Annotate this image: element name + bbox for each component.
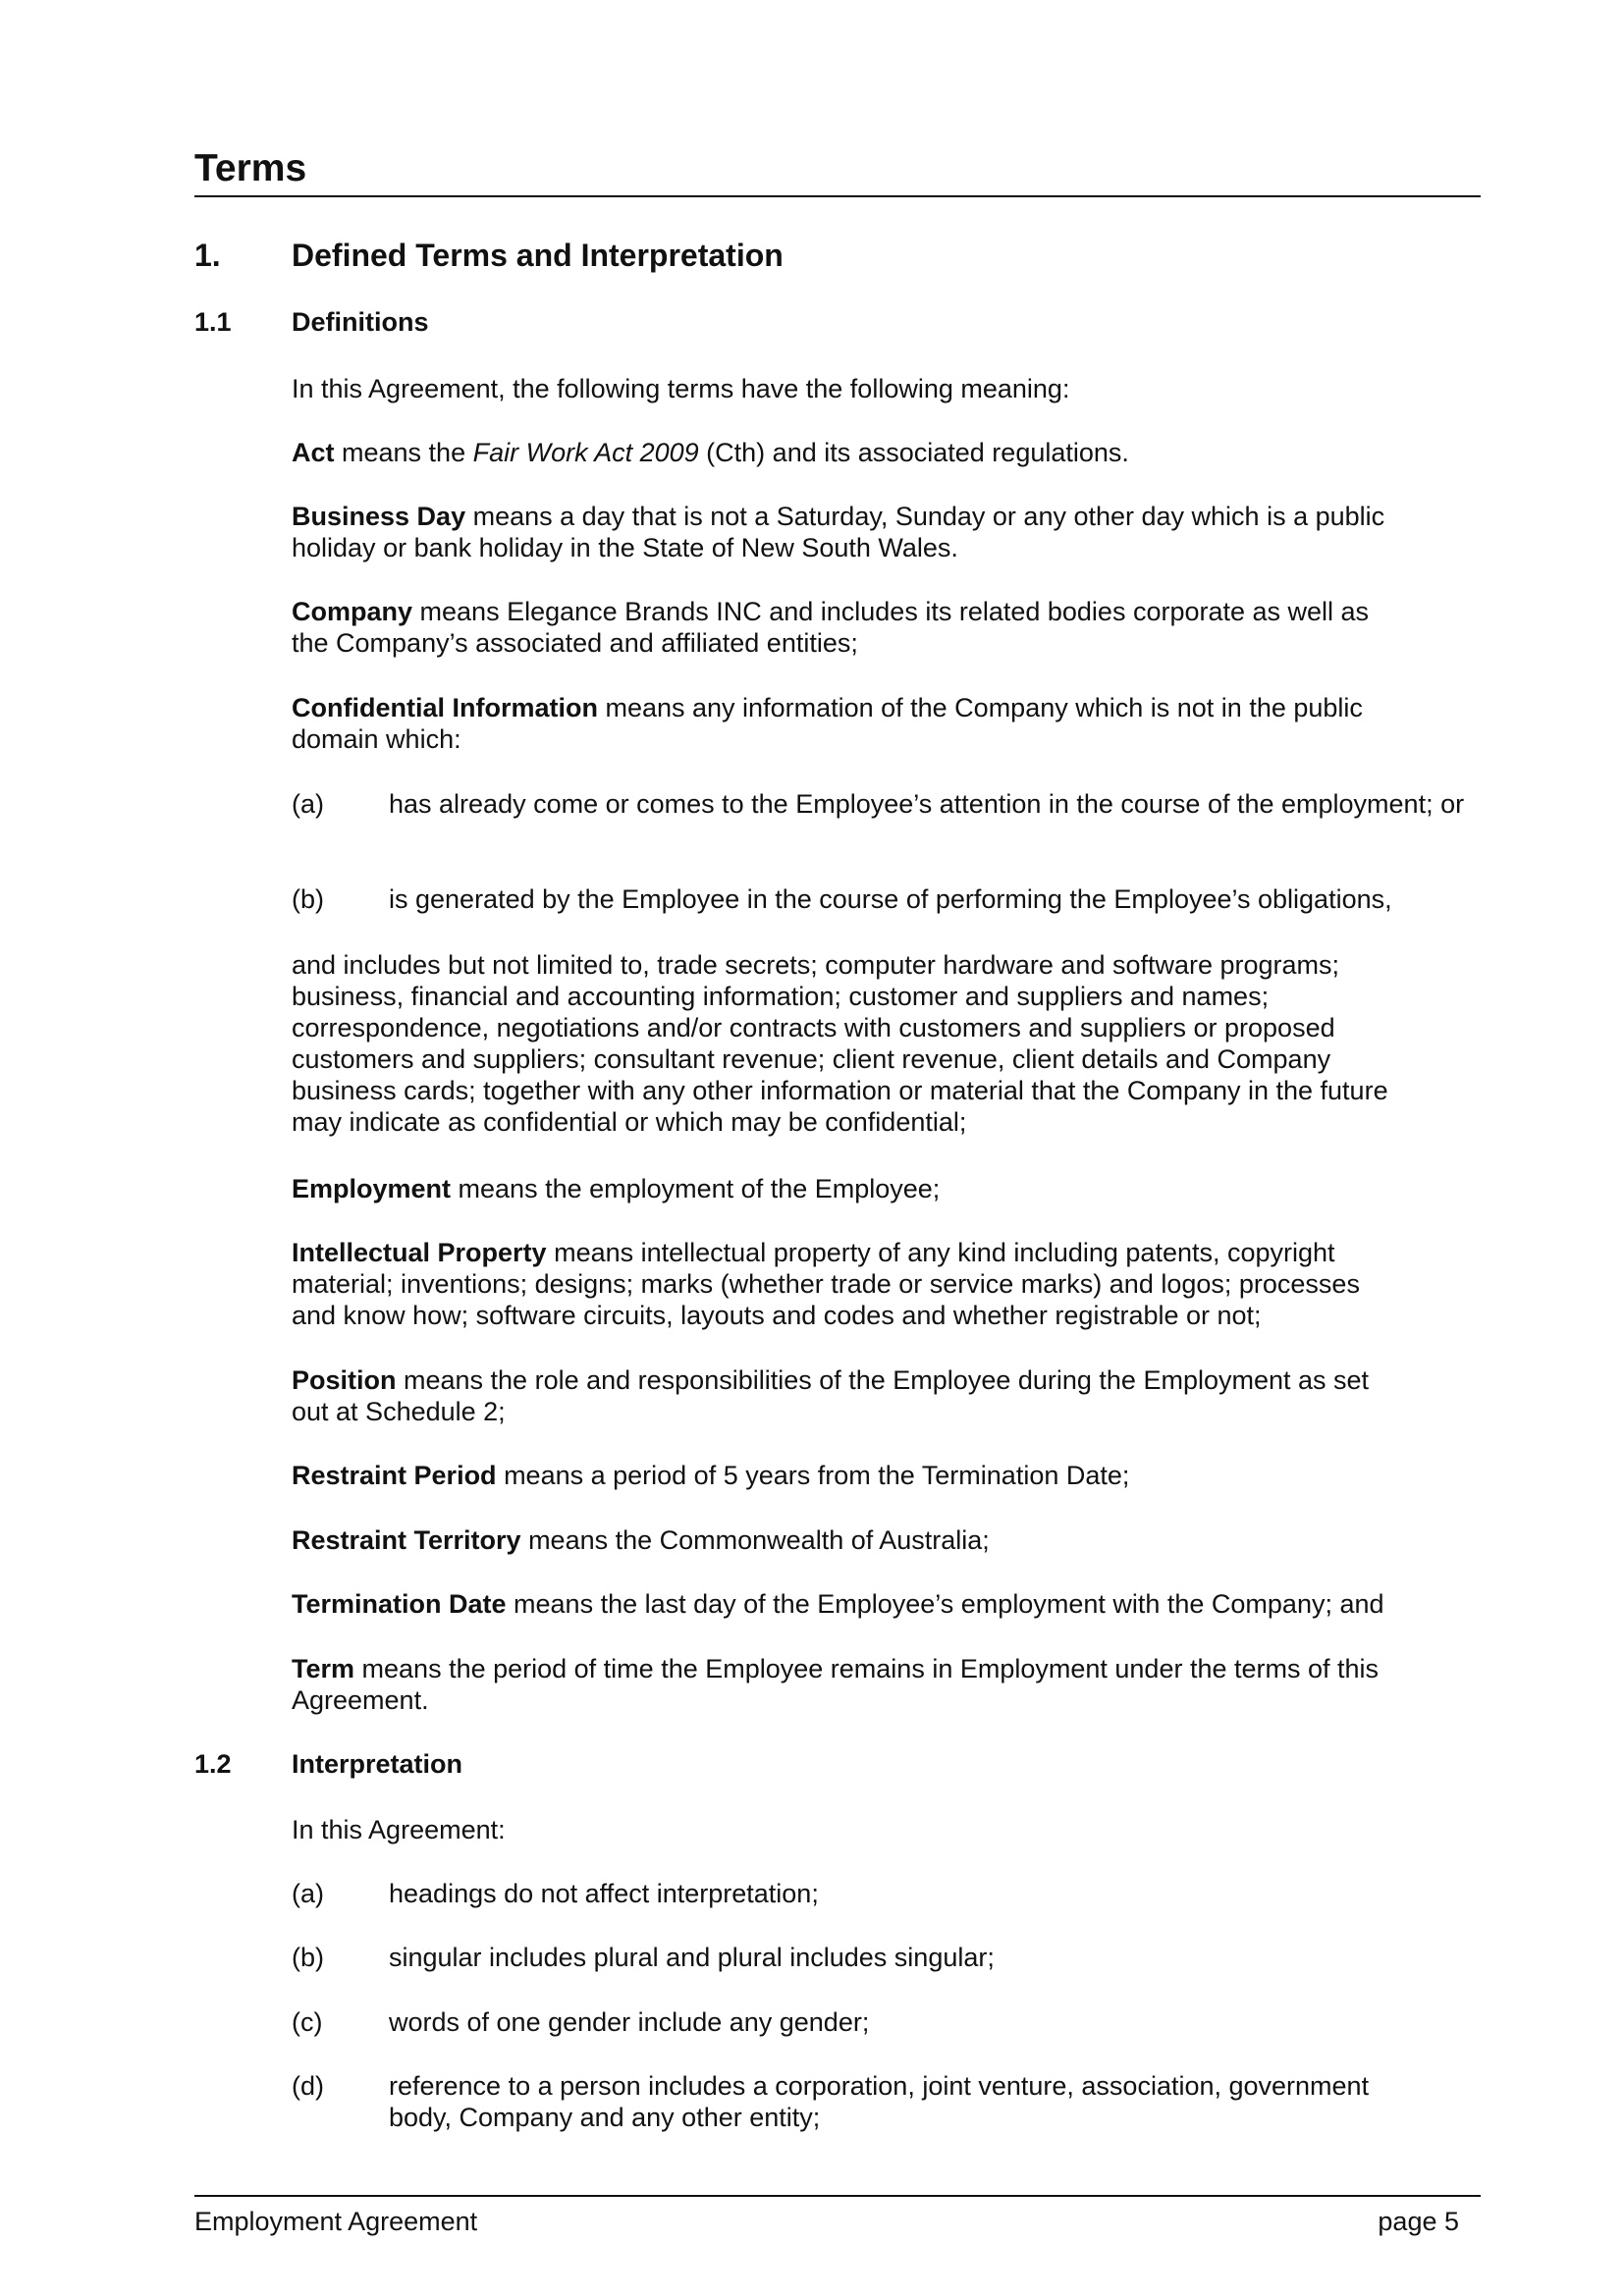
list-item-label: (a) xyxy=(292,789,324,819)
definition-term xyxy=(292,1653,1401,1716)
definition-text: means a period of 5 years from the Termination Date; xyxy=(496,1461,1130,1490)
definition-text-end: (Cth) and its associated regulations. xyxy=(698,438,1129,467)
definition-term: Restraint Period xyxy=(292,1461,497,1490)
definition-term: Confidential Information xyxy=(292,693,598,722)
list-item-label: (b) xyxy=(292,1943,324,1972)
act-name: Fair Work Act 2009 xyxy=(472,438,699,467)
list-item-text: headings do not affect interpretation; xyxy=(389,1879,819,1908)
subsection-number: 1.2 xyxy=(194,1749,232,1779)
definition-restraint-territory xyxy=(292,1524,1480,1556)
definition-term: Intellectual Property xyxy=(292,1238,547,1267)
definition-intellectual-property xyxy=(292,1237,1401,1331)
definition-term-label: Term xyxy=(292,1654,355,1683)
list-item-label: (d) xyxy=(292,2071,324,2101)
definition-text: means Elegance Brands INC and includes its related bodies corporate as well as the Company’s associated and affiliated entities; xyxy=(292,597,1370,658)
definition-text: means the employment of the Employee; xyxy=(451,1174,941,1203)
subsection-title: Interpretation xyxy=(292,1749,463,1779)
definition-term: Termination Date xyxy=(292,1589,507,1619)
definition-term: Employment xyxy=(292,1174,452,1203)
definition-text: means the period of time the Employee remains in Employment under the terms of this Agreement. xyxy=(292,1654,1380,1715)
definition-termination-date xyxy=(292,1588,1480,1620)
definitions-intro: In this Agreement, the following terms have the following meaning: xyxy=(292,374,1070,403)
definition-text: means the xyxy=(334,438,473,467)
definition-term: Position xyxy=(292,1365,397,1395)
definition-term: Business Day xyxy=(292,502,466,531)
footer-document-title: Employment Agreement xyxy=(194,2207,478,2236)
subsection-title: Definitions xyxy=(292,307,429,337)
definition-business-day xyxy=(292,501,1401,563)
confidential-information-scope: and includes but not limited to, trade secrets; computer hardware and software programs; business, financial and accounting information; customer and suppliers and names; correspondence, negotiations and/or contracts with customers and suppliers or proposed customers and suppliers; consultant revenue; client revenue, client details and Company business cards; together with any other information or material that the Company in the future may indicate as confidential or which may be confidential; xyxy=(292,950,1388,1137)
definition-company xyxy=(292,596,1401,659)
list-item-text: words of one gender include any gender; xyxy=(389,2007,870,2037)
definition-confidential-information xyxy=(292,692,1401,755)
definition-text: means intellectual property of any kind including patents, copyright material; inventions; designs; marks (whether trade or service marks) and logos; processes and know how; software circuits, layouts and codes and whether registrable or not; xyxy=(292,1238,1360,1330)
list-item-label: (a) xyxy=(292,1879,324,1908)
section-number: 1. xyxy=(194,238,221,273)
definition-act xyxy=(292,437,1480,468)
subsection-number: 1.1 xyxy=(194,307,232,337)
footer-page-number: page 5 xyxy=(1378,2207,1459,2236)
definition-text: means the Commonwealth of Australia; xyxy=(520,1525,990,1555)
definition-term: Act xyxy=(292,438,335,467)
list-item-text: reference to a person includes a corporation, joint venture, association, government body, Company and any other entity; xyxy=(389,2071,1370,2132)
section-title: Defined Terms and Interpretation xyxy=(292,238,784,273)
definition-text: means the last day of the Employee’s employment with the Company; and xyxy=(506,1589,1384,1619)
list-item-label: (b) xyxy=(292,884,324,914)
definition-text: means any information of the Company which is not in the public domain which: xyxy=(292,693,1363,754)
list-item-text: has already come or comes to the Employee’s attention in the course of the employment; or xyxy=(389,789,1465,819)
page-footer xyxy=(194,2195,1481,2236)
interpretation-intro: In this Agreement: xyxy=(292,1815,506,1844)
list-item-label: (c) xyxy=(292,2007,323,2037)
page-title: Terms xyxy=(194,149,1481,197)
definition-position xyxy=(292,1364,1401,1427)
definition-term: Company xyxy=(292,597,413,626)
list-item-text: singular includes plural and plural includes singular; xyxy=(389,1943,995,1972)
definition-employment xyxy=(292,1173,1480,1204)
definition-text: means the role and responsibilities of the Employee during the Employment as set out at Schedule 2; xyxy=(292,1365,1370,1426)
definition-text: means a day that is not a Saturday, Sunday or any other day which is a public holiday or bank holiday in the State of New South Wales. xyxy=(292,502,1385,562)
definition-restraint-period xyxy=(292,1460,1480,1491)
definition-term: Restraint Territory xyxy=(292,1525,521,1555)
list-item-text: is generated by the Employee in the course of performing the Employee’s obligations, xyxy=(389,884,1392,914)
